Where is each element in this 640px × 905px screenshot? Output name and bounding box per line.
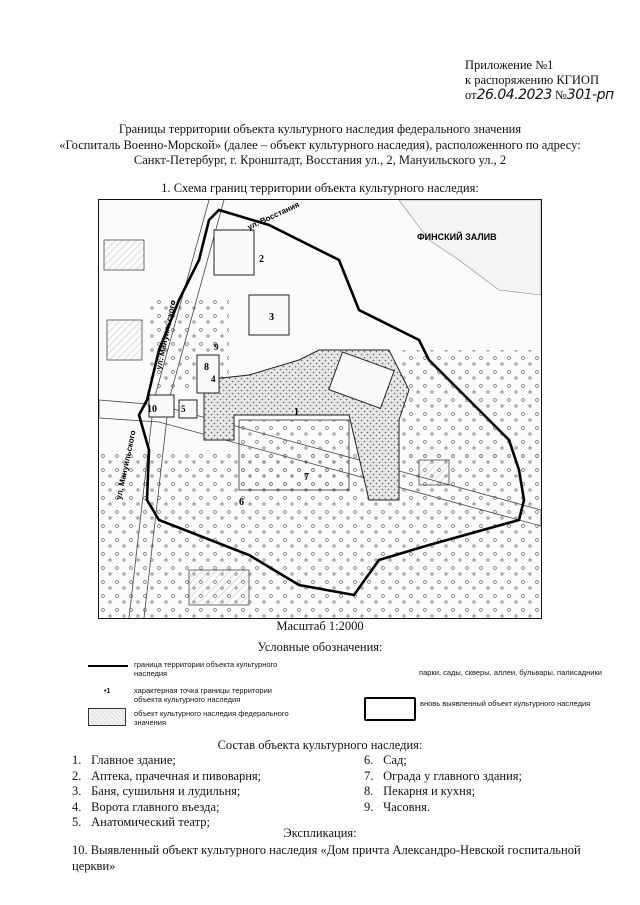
legend-new-object-text: вновь выявленный объект культурного наследия — [420, 699, 591, 708]
building-number-2: 2 — [259, 254, 264, 265]
item-number: 5. — [72, 815, 82, 830]
item-number: 4. — [72, 799, 82, 814]
item-text: Аптека, прачечная и пивоварня; — [91, 768, 262, 783]
legend-new-object-swatch — [364, 697, 416, 721]
building-number-1: 1 — [294, 407, 299, 418]
scheme-heading: 1. Схема границ территории объекта культурного наследия: — [161, 181, 479, 195]
item-number: 8. — [364, 784, 374, 799]
composition-item — [364, 800, 604, 816]
legend-boundary-text: граница территории объекта культурного наследия — [134, 660, 278, 678]
item-number: 3. — [72, 784, 82, 799]
composition-list-right — [364, 753, 604, 815]
street-label-vosstaniya: ул. Восстания — [246, 200, 301, 232]
composition-title: Состав объекта культурного наследия: — [217, 738, 423, 752]
composition-item — [364, 784, 604, 800]
map-drawing — [99, 200, 541, 618]
composition-item — [72, 753, 332, 769]
composition-item — [72, 784, 332, 800]
boundary-map — [98, 199, 542, 619]
legend-boundary-line-sample — [88, 665, 128, 667]
item-text: Часовня. — [383, 799, 431, 814]
legend-point-text: характерная точка границы территории объекта культурного наследия — [134, 686, 272, 704]
legend-title: Условные обозначения: — [257, 640, 383, 654]
building-number-3: 3 — [269, 312, 274, 323]
composition-item — [72, 800, 332, 816]
annex-line-2: к распоряжению КГИОП — [465, 73, 599, 87]
item-text: Баня, сушильня и лудильня; — [91, 784, 241, 799]
explication-text: Выявленный объект культурного наследия «Дом причта Александро-Невской госпитальной церкви» — [72, 843, 581, 873]
composition-list-left — [72, 753, 332, 831]
item-text: Главное здание; — [91, 753, 176, 767]
street-label-manuilskogo-lower: ул. Мануильского — [114, 429, 138, 501]
annex-date: 26.04.2023 — [476, 87, 552, 103]
building-number-6: 6 — [239, 497, 244, 508]
item-text: Ограда у главного здания; — [383, 768, 523, 783]
title-line-2: «Госпиталь Военно-Морской» (далее – объект культурного наследия), расположенного по адресу: — [59, 137, 581, 152]
building-number-4: 4 — [211, 374, 216, 384]
item-text: Ворота главного въезда; — [91, 799, 220, 814]
explication-item — [72, 842, 612, 874]
item-text: Пекарня и кухня; — [383, 784, 476, 799]
legend-point-marker: •1 — [104, 688, 111, 695]
annex-number: 301-рп — [566, 87, 614, 103]
legend-object-text: объект культурного наследия федерального значения — [134, 709, 289, 727]
item-number: 2. — [72, 768, 82, 783]
composition-item — [364, 753, 604, 769]
item-number: 1. — [72, 753, 82, 767]
gulf-label: ФИНСКИЙ ЗАЛИВ — [417, 232, 497, 242]
item-number: 7. — [364, 768, 374, 783]
annex-ot: от — [465, 88, 477, 102]
title-line-3: Санкт-Петербург, г. Кронштадт, Восстания ул., 2, Мануильского ул., 2 — [133, 153, 507, 167]
item-text: Сад; — [383, 753, 407, 767]
explication-title: Экспликация: — [283, 826, 357, 840]
item-text: Анатомический театр; — [91, 815, 210, 830]
legend-parks-text: парки, сады, скверы, аллеи, бульвары, палисадники — [419, 668, 602, 677]
building-number-7: 7 — [304, 472, 309, 483]
map-scale: Масштаб 1:2000 — [276, 619, 364, 633]
annex-num-sign: № — [554, 88, 567, 102]
annex-line-1: Приложение №1 — [465, 58, 554, 72]
building-number-8: 8 — [204, 362, 209, 373]
legend-object-swatch — [88, 708, 126, 726]
building-number-5: 5 — [181, 404, 186, 414]
building-number-9: 9 — [214, 342, 219, 352]
street-label-manuilskogo-upper: ул. Мануильского — [154, 299, 178, 371]
annex-line-3 — [465, 88, 614, 103]
item-number: 9. — [364, 799, 374, 814]
composition-item — [364, 769, 604, 785]
annex-block — [465, 58, 614, 103]
document-title — [40, 122, 600, 169]
item-number: 6. — [364, 753, 374, 767]
building-number-10: 10 — [147, 404, 157, 415]
composition-item — [72, 769, 332, 785]
explication-number: 10. — [72, 843, 88, 857]
title-line-1: Границы территории объекта культурного наследия федерального значения — [118, 122, 522, 136]
